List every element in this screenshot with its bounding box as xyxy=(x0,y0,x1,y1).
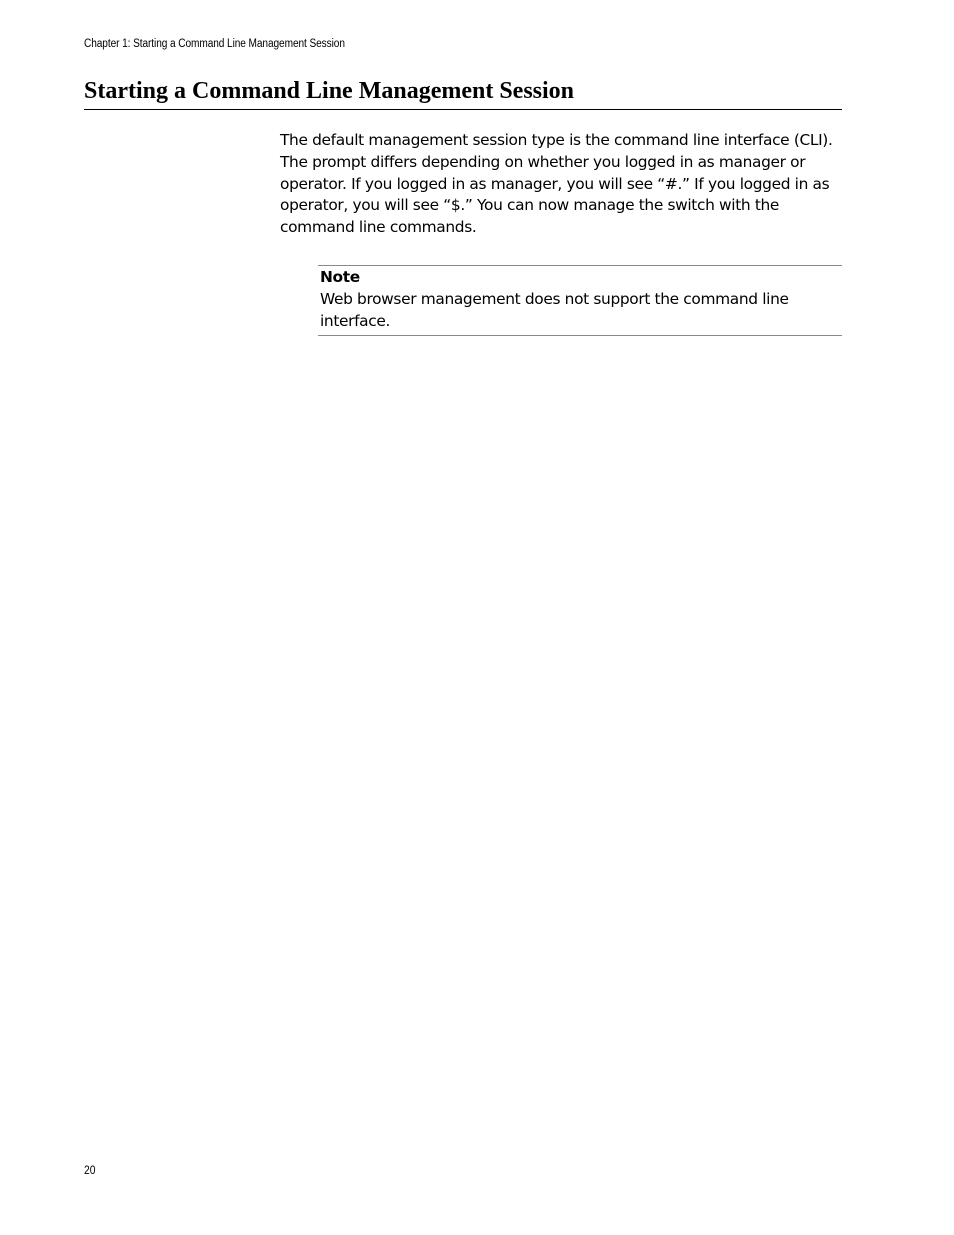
section-title: Starting a Command Line Management Session xyxy=(84,76,842,110)
running-header: Chapter 1: Starting a Command Line Management Session xyxy=(84,38,345,50)
note-text: Web browser management does not support the command line interface. xyxy=(320,289,789,330)
note-box xyxy=(318,265,842,336)
page-number: 20 xyxy=(84,1165,96,1177)
note-label: Note xyxy=(320,268,360,286)
body-paragraph: The default management session type is the command line interface (CLI). The prompt differs depending on whether you logged in as manager or operator. If you logged in as manager, you will see “#.” If you logged in as operator, you will see “$.” You can now manage the switch with the command line commands. xyxy=(280,131,833,237)
